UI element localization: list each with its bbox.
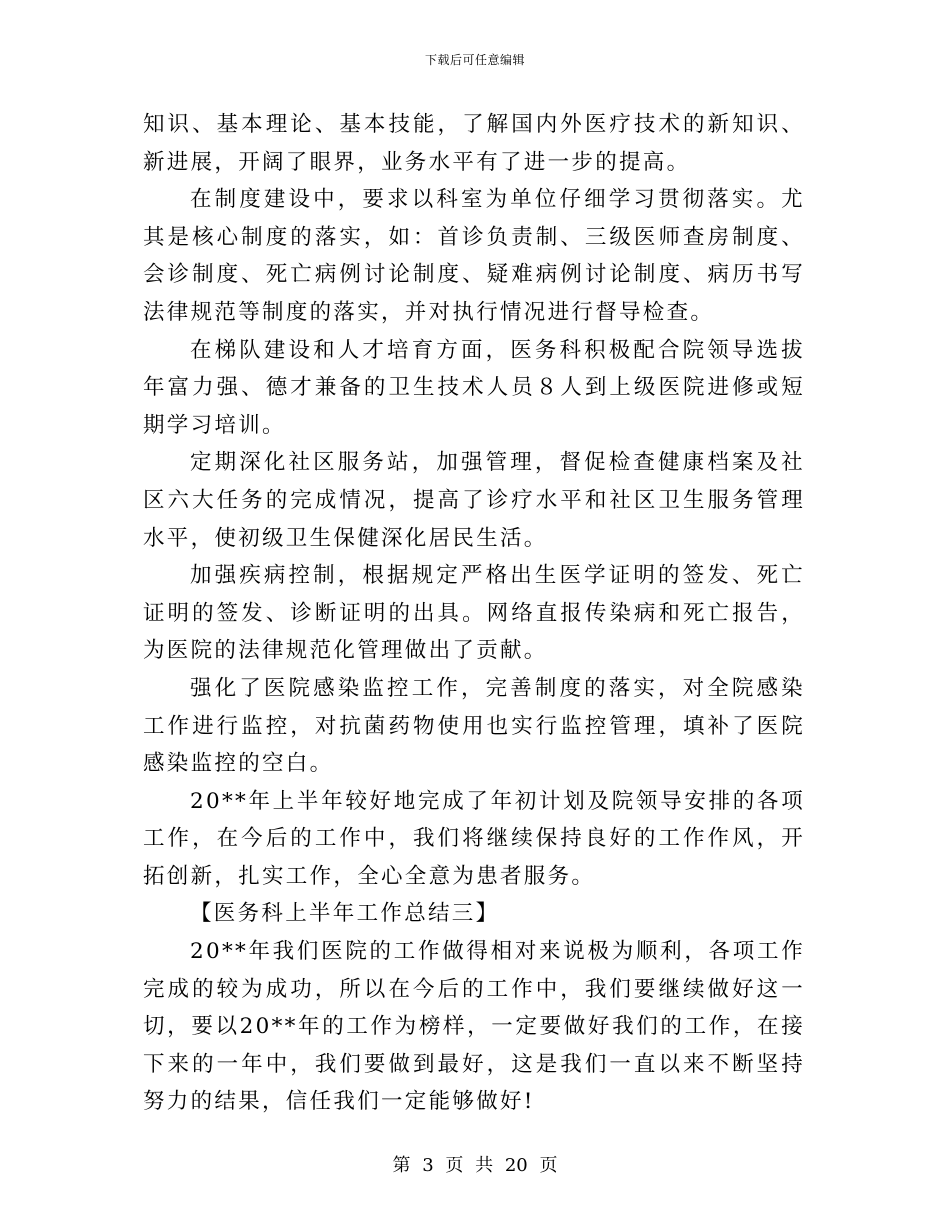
document-body: [143, 106, 805, 1121]
paragraph-8: 20**年我们医院的工作做得相对来说极为顺利，各项工作完成的较为成功，所以在今后的工作中，我们要继续做好这一切，要以20**年的工作为榜样，一定要做好我们的工作，在接下来的一年中，我们要做到最好，这是我们一直以来不断坚持努力的结果，信任我们一定能够做好!: [143, 939, 805, 1115]
section-heading: 【医务科上半年工作总结三】: [190, 901, 500, 927]
paragraph-1: 知识、基本理论、基本技能，了解国内外医疗技术的新知识、新进展，开阔了眼界，业务水平有了进一步的提高。: [143, 112, 805, 175]
paragraph-6: 强化了医院感染监控工作，完善制度的落实，对全院感染工作进行监控，对抗菌药物使用也实行监控管理，填补了医院感染监控的空白。: [143, 675, 805, 777]
page-footer-number: 第 3 页 共 20 页: [392, 1155, 558, 1176]
page-header-note: 下载后可任意编辑: [424, 53, 525, 67]
paragraph-4: 定期深化社区服务站，加强管理，督促检查健康档案及社区六大任务的完成情况，提高了诊疗水平和社区卫生服务管理水平，使初级卫生保健深化居民生活。: [143, 450, 805, 551]
paragraph-2: 在制度建设中，要求以科室为单位仔细学习贯彻落实。尤其是核心制度的落实，如：首诊负责制、三级医师查房制度、会诊制度、死亡病例讨论制度、疑难病例讨论制度、病历书写法律规范等制度的落实，并对执行情况进行督导检查。: [143, 187, 805, 325]
paragraph-3: 在梯队建设和人才培育方面，医务科积极配合院领导选拔年富力强、德才兼备的卫生技术人员８人到上级医院进修或短期学习培训。: [143, 337, 805, 438]
paragraph-7: 20**年上半年较好地完成了年初计划及院领导安排的各项工作，在今后的工作中，我们将继续保持良好的工作作风，开拓创新，扎实工作，全心全意为患者服务。: [143, 788, 805, 889]
paragraph-5: 加强疾病控制，根据规定严格出生医学证明的签发、死亡证明的签发、诊断证明的出具。网络直报传染病和死亡报告，为医院的法律规范化管理做出了贡献。: [143, 563, 805, 664]
